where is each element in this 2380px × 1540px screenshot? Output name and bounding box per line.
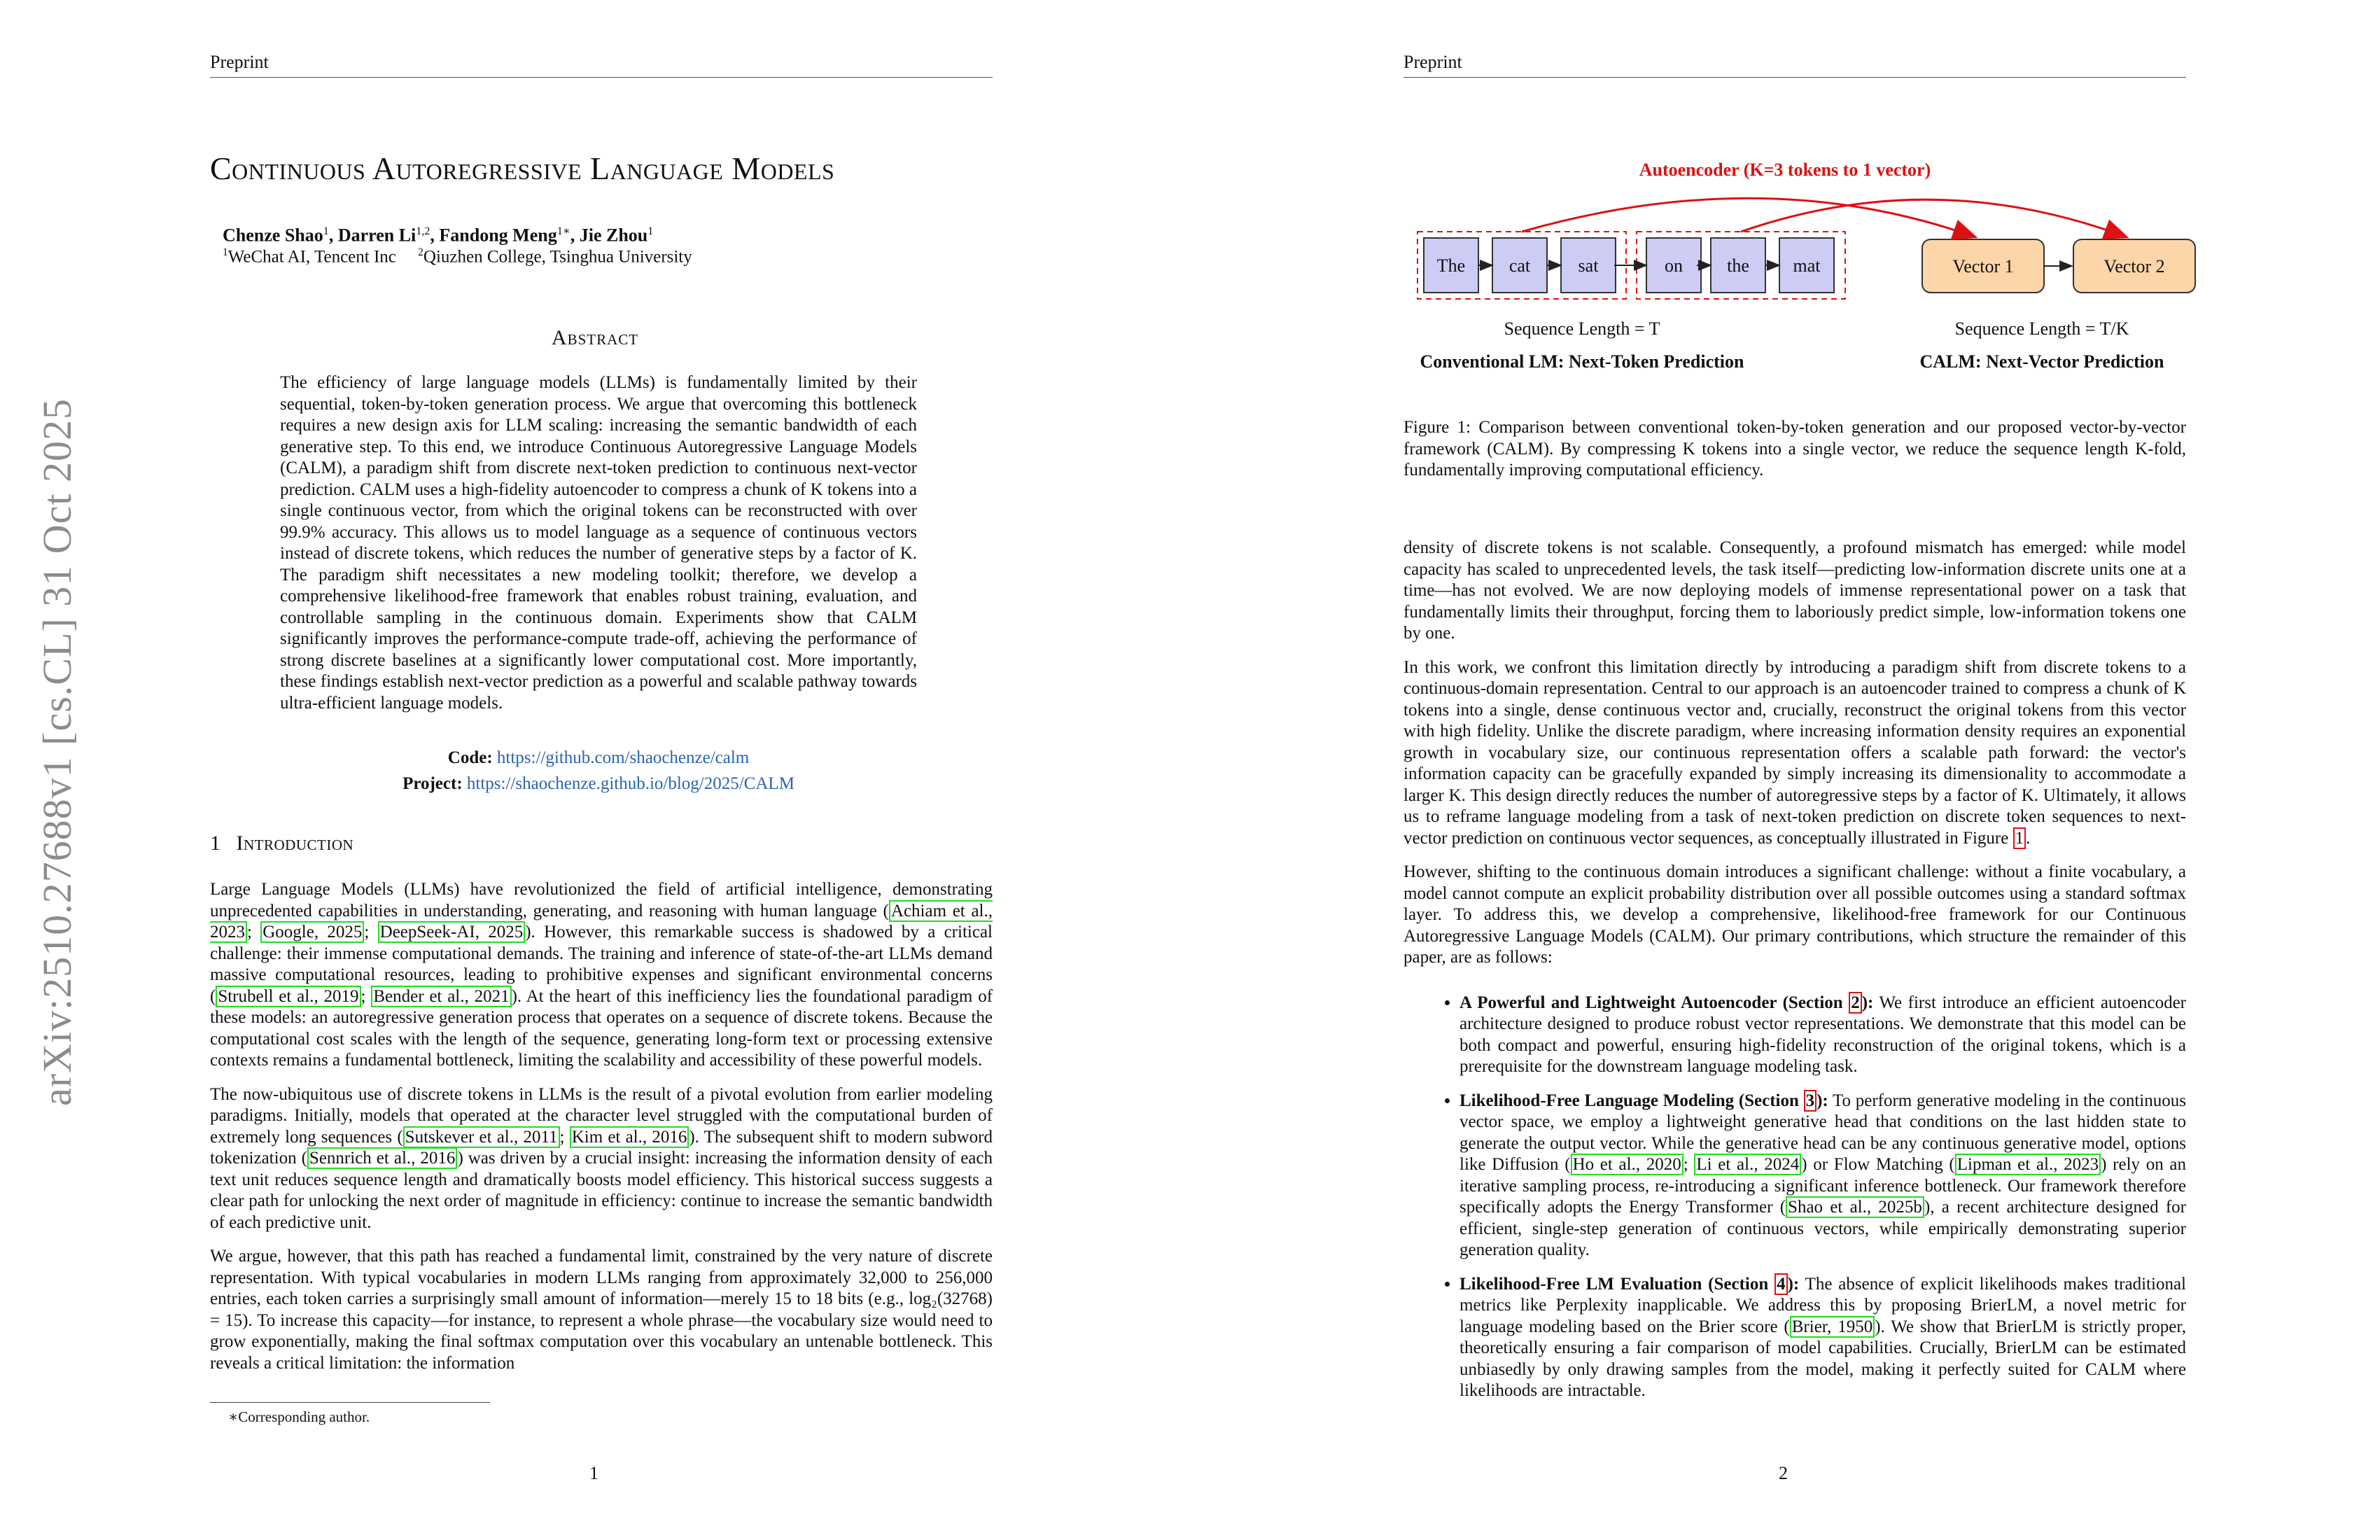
section-ref-link[interactable]: 3 <box>1804 1090 1817 1112</box>
token-label: The <box>1436 255 1466 276</box>
section-ref-link[interactable]: 2 <box>1849 992 1862 1014</box>
sequence-length-right: Sequence Length = T/K <box>1954 318 2129 339</box>
citation-link[interactable]: Kim et al., 2016 <box>570 1126 690 1148</box>
author-name: Jie Zhou <box>579 225 648 246</box>
author-list: Chenze Shao$^1$, Darren Li$^{1,2}$, Fandong Meng$^{1∗}$, Jie Zhou$^1$ <box>223 225 654 246</box>
token-label: mat <box>1793 255 1821 276</box>
paragraph: The now-ubiquitous use of discrete tokens in LLMs is the result of a pivotal evolution from earlier modeling paradigms. Initially, models that operated at the character level struggled with the computational burden of extremely long sequences ( Sutskever et al., 2011 ; Kim et al., 2016 ). The subsequent shift to modern subword tokenization ( Sennrich et al., 2016 ) was driven by a crucial insight: increasing the information density of each text unit reduces sequence length and dramatically boosts model efficiency. This historical success suggests a clear path for unlocking the next order of magnitude in efficiency: continue to increase the semantic bandwidth of each predictive unit. <box>210 1084 993 1232</box>
section-ref-link[interactable]: 4 <box>1774 1273 1788 1295</box>
citation-link[interactable]: Achiam et al., 2023 <box>210 901 993 941</box>
page-number: 2 <box>1779 1463 1788 1483</box>
figure-caption: Figure 1: Comparison between conventional token-by-token generation and our proposed vector-by-vector framework (CALM). By compressing K tokens into a single vector, we reduce the sequence length K-fold, fundamentally improving computational efficiency. <box>1404 418 2186 479</box>
vector-label: Vector 2 <box>2104 256 2165 276</box>
paragraph: Large Language Models (LLMs) have revolutionized the field of artificial intelligence, demonstrating unprecedented capabilities in understanding, generating, and reasoning with human language ( Achiam et al., 2023 ; Google, 2025 ; DeepSeek-AI, 2025 ). However, this remarkable success is shadowed by a critical challenge: their immense computational demands. The training and inference of state-of-the-art LLMs demand massive computational resources, leading to prohibitive expenses and significant environmental concerns ( Strubell et al., 2019 ; Bender et al., 2021 ). At the heart of this inefficiency lies the foundational paradigm of these models: an autoregressive generation process that operates on a sequence of discrete tokens. Because the computational cost scales with the length of the sequence, generating long-form text or processing extensive contexts remains a fundamental bottleneck, limiting the scalability and accessibility of these powerful models. <box>210 880 993 1070</box>
figure-1 <box>1190 154 2380 385</box>
figure-diagram <box>1190 154 2380 385</box>
page-2 <box>1190 0 2380 1540</box>
citation-link[interactable]: Shao et al., 2025b <box>1786 1196 1924 1218</box>
citation-link[interactable]: Bender et al., 2021 <box>371 986 511 1007</box>
citation-link[interactable]: Li et al., 2024 <box>1694 1154 1801 1175</box>
paragraph: However, shifting to the continuous domain introduces a significant challenge: without a finite vocabulary, a model cannot compute an explicit probability distribution over all possible outcomes using a standard softmax layer. To address this, we develop a comprehensive, likelihood-free framework for our Continuous Autoregressive Language Models (CALM). Our primary contributions, which structure the remainder of this paper, are as follows: <box>1404 862 2186 967</box>
list-item: • Likelihood-Free Language Modeling (Section 3 ): To perform generative modeling in the continuous vector space, we employ a lightweight generative head that conditions on the last hidden state to generate the output vector. While the generative head can be any continuous generative model, options like Diffusion ( Ho et al., 2020 ; Li et al., 2024 ) or Flow Matching ( Lipman et al., 2023 ) rely on an iterative sampling process, re-introducing a significant inference bottleneck. Our framework therefore specifically adopts the Energy Transformer ( Shao et al., 2025b ), a recent architecture designed for efficient, single-step generation of continuous vectors, while empirically demonstrating superior generation quality. <box>1460 1091 2186 1261</box>
project-link[interactable]: https://shaochenze.github.io/blog/2025/CALM <box>466 774 794 793</box>
section-heading-introduction: 1 Introduction <box>210 832 354 855</box>
figure-title: Autoencoder (K=3 tokens to 1 vector) <box>1639 160 1931 180</box>
footnote-rule <box>210 1402 490 1403</box>
compression-arrow <box>1522 198 1974 237</box>
paper-title: Continuous Autoregressive Language Models <box>210 150 835 186</box>
citation-link[interactable]: Strubell et al., 2019 <box>216 986 360 1007</box>
inline-math: log₂(32768) = 15 <box>210 1289 993 1330</box>
abstract-heading: Abstract <box>551 326 639 349</box>
citation-link[interactable]: Lipman et al., 2023 <box>1955 1154 2101 1175</box>
list-item: • Likelihood-Free LM Evaluation (Section 4 ): The absence of explicit likelihoods makes traditional metrics like Perplexity inapplicable. We address this by proposing BrierLM, a novel metric for language modeling based on the Brier score ( Brier, 1950 ). We show that BrierLM is strictly proper, theoretically ensuring a fair comparison of model capabilities. Crucially, BrierLM can be estimated unbiasedly by only drawing samples from the model, making it perfectly suited for CALM where likelihoods are intractable. <box>1460 1274 2186 1402</box>
page2-body <box>1404 538 2186 1415</box>
calm-label: CALM: Next-Vector Prediction <box>1919 351 2164 372</box>
author-name: Darren Li <box>337 225 416 246</box>
contribution-list <box>1404 993 2186 1402</box>
citation-link[interactable]: Ho et al., 2020 <box>1571 1154 1684 1175</box>
conventional-lm-label: Conventional LM: Next-Token Prediction <box>1420 351 1744 372</box>
running-head: Preprint <box>1404 52 2186 78</box>
citation-link[interactable]: Sennrich et al., 2016 <box>307 1147 458 1169</box>
list-item: • A Powerful and Lightweight Autoencoder (Section 2 ): We first introduce an efficient autoencoder architecture designed to produce robust vector representations. We demonstrate that this model can be both compact and powerful, ensuring high-fidelity reconstruction of the original tokens, which is a prerequisite for the downstream language modeling task. <box>1460 993 2186 1078</box>
sequence-length-left: Sequence Length = T <box>1504 318 1660 339</box>
citation-link[interactable]: DeepSeek-AI, 2025 <box>378 921 526 943</box>
paragraph: density of discrete tokens is not scalable. Consequently, a profound mismatch has emerged: while model capacity has scaled to unprecedented levels, the task itself—predicting low-information discrete units one at a time—has not evolved. We are now deploying models of immense representational power on a task that fundamentally limits their throughput, forcing them to laboriously predict simple, low-information tokens one by one. <box>1404 538 2186 643</box>
affiliations: $^1$WeChat AI, Tencent Inc $^2$Qiuzhen College, Tsinghua University <box>223 246 692 267</box>
token-label: sat <box>1578 255 1599 276</box>
figure-ref-link[interactable]: 1 <box>2013 827 2026 849</box>
footnote: ∗Corresponding author. <box>228 1408 370 1425</box>
running-head: Preprint <box>210 52 993 78</box>
intro-body <box>210 879 993 1387</box>
paragraph: In this work, we confront this limitation directly by introducing a paradigm shift from discrete tokens to a continuous-domain representation. Central to our approach is an autoencoder trained to compress a chunk of K tokens into a single, dense continuous vector and, crucially, reconstruct the original tokens from this vector with high fidelity. Unlike the discrete paradigm, where increasing information density requires an exponential growth in vocabulary size, our continuous representation offers a scalable path forward: the vector's information capacity can be gracefully expanded by simply increasing its dimensionality to accommodate a larger K. This design directly reduces the number of autoregressive steps by a factor of K. Ultimately, it allows us to reframe language modeling from a task of next-token prediction on discrete token sequences to next-vector prediction on continuous vector sequences, as conceptually illustrated in Figure 1 . <box>1404 657 2186 848</box>
resource-links: Code: https://github.com/shaochenze/calm Project: https://shaochenze.github.io/blog/2025/CALM <box>402 748 794 793</box>
author-name: Chenze Shao <box>223 225 323 246</box>
citation-link[interactable]: Google, 2025 <box>260 921 364 943</box>
token-label: on <box>1665 255 1683 276</box>
page-number: 1 <box>589 1463 598 1483</box>
token-label: the <box>1727 255 1749 276</box>
abstract-body: The efficiency of large language models (LLMs) is fundamentally limited by their sequential, token-by-token generation process. We argue that overcoming this bottleneck requires a new design axis for LLM scaling: increasing the semantic bandwidth of each generative step. To this end, we introduce Continuous Autoregressive Language Models (CALM), a paradigm shift from discrete next-token prediction to continuous next-vector prediction. CALM uses a high-fidelity autoencoder to compress a chunk of K tokens into a single continuous vector, from which the original tokens can be reconstructed with over 99.9% accuracy. This allows us to model language as a sequence of continuous vectors instead of discrete tokens, which reduces the number of generative steps by a factor of K. The paradigm shift necessitates a new modeling toolkit; therefore, we develop a comprehensive likelihood-free framework that enables robust training, evaluation, and controllable sampling in the continuous domain. Experiments show that CALM significantly improves the performance-compute trade-off, achieving the performance of strong discrete baselines at a significantly lower computational cost. More importantly, these findings establish next-vector prediction as a powerful and scalable pathway towards ultra-efficient language models. <box>280 373 917 713</box>
paragraph: We argue, however, that this path has reached a fundamental limit, constrained by the very nature of discrete representation. With typical vocabularies in modern LLMs ranging from approximately 32,000 to 256,000 entries, each token carries a surprisingly small amount of information—merely 15 to 18 bits (e.g., log₂(32768) = 15). To increase this capacity—for instance, to represent a whole phrase—the vocabulary size would need to grow exponentially, making the final softmax computation over this vocabulary an untenable bottleneck. This reveals a critical limitation: the information <box>210 1247 993 1373</box>
citation-link[interactable]: Brier, 1950 <box>1790 1316 1875 1338</box>
arxiv-stamp: arXiv:2510.27688v1 [cs.CL] 31 Oct 2025 <box>34 398 80 1106</box>
citation-link[interactable]: Sutskever et al., 2011 <box>403 1126 560 1148</box>
vector-label: Vector 1 <box>1952 256 2014 276</box>
token-label: cat <box>1508 255 1531 276</box>
code-link[interactable]: https://github.com/shaochenze/calm <box>496 748 750 767</box>
author-name: Fandong Meng <box>439 225 557 246</box>
